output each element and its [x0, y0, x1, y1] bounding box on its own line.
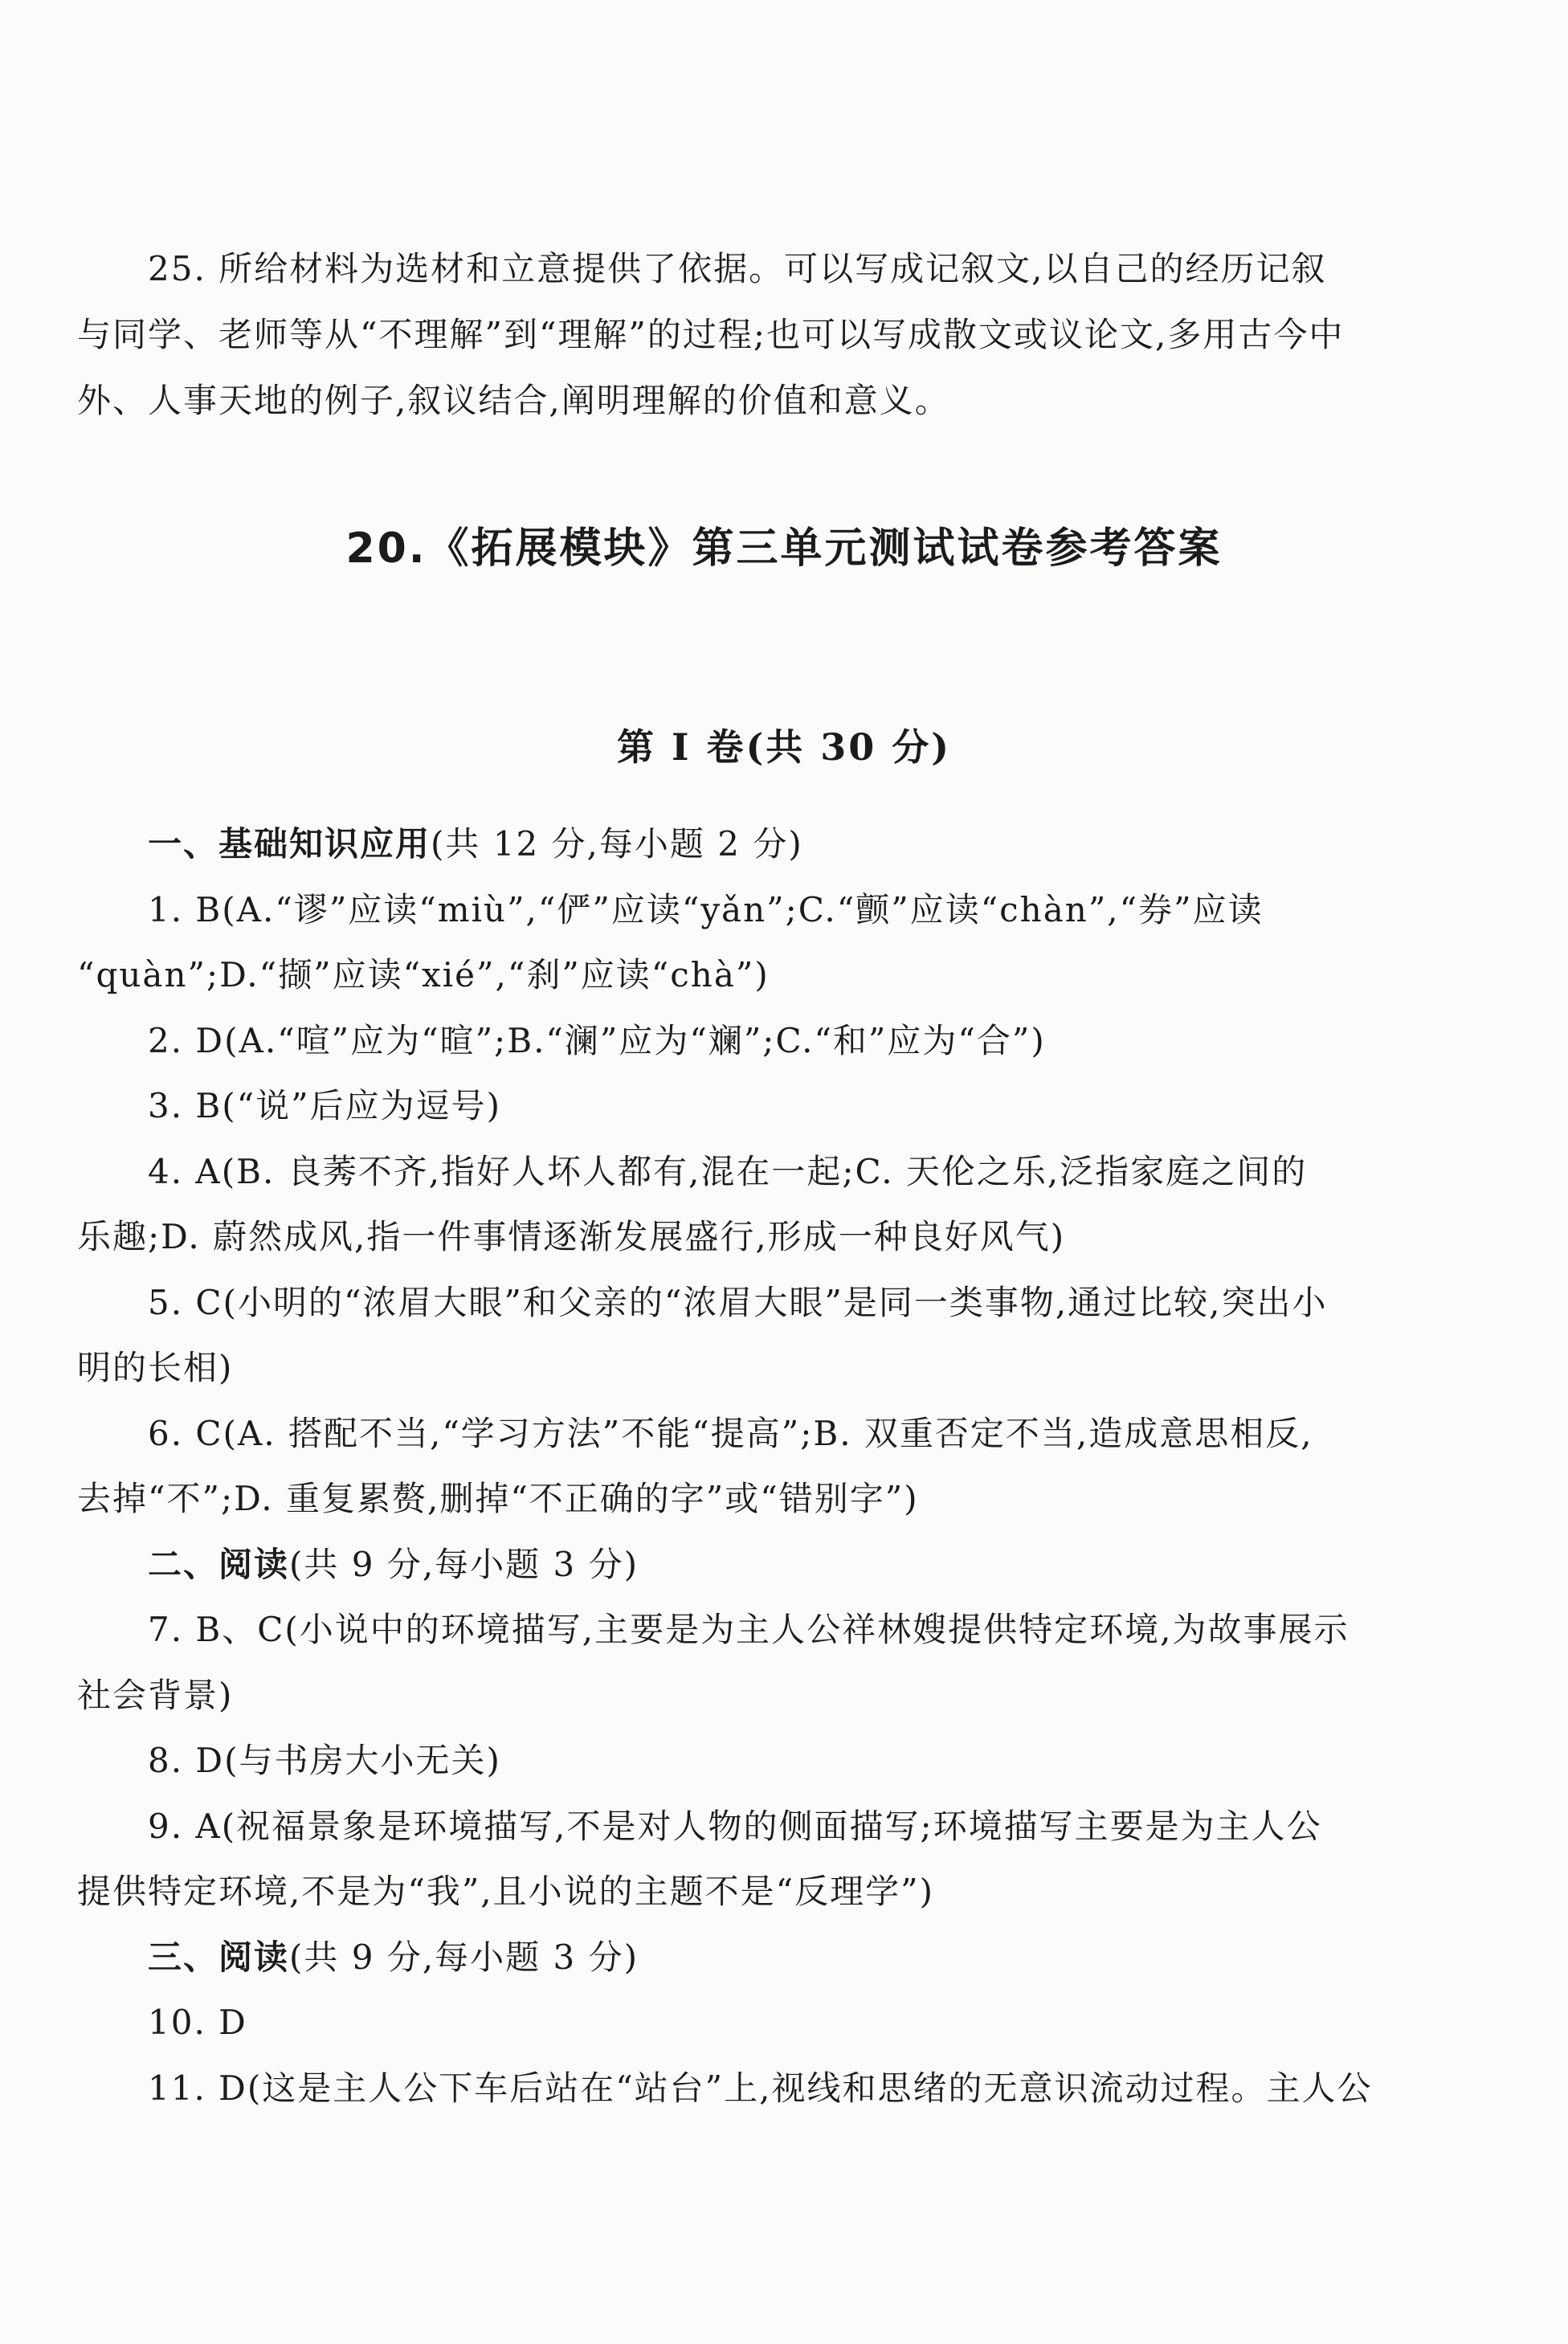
section-title: 二、阅读 — [148, 1544, 290, 1584]
answer-line: 乐趣;D. 蔚然成风,指一件事情逐渐发展盛行,形成一种良好风气) — [77, 1217, 1066, 1256]
section-heading — [77, 811, 1443, 877]
section-note: (共 9 分,每小题 3 分) — [289, 1544, 639, 1584]
answer-line: 提供特定环境,不是为“我”,且小说的主题不是“反理学”) — [77, 1872, 934, 1911]
text-line: 与同学、老师等从“不理解”到“理解”的过程;也可以写成散文或议论文,多用古今中 — [77, 315, 1345, 354]
answer-line: 社会背景) — [77, 1675, 234, 1715]
answer-line: 10. D — [148, 2003, 247, 2042]
text-line: 外、人事天地的例子,叙议结合,阐明理解的价值和意义。 — [77, 381, 950, 420]
answer-line: 6. C(A. 搭配不当,“学习方法”不能“提高”;B. 双重否定不当,造成意思相反, — [148, 1413, 1313, 1453]
text-line: 25. 所给材料为选材和立意提供了依据。可以写成记叙文,以自己的经历记叙 — [148, 249, 1327, 288]
answer-line: 2. D(A.“喧”应为“暄”;B.“澜”应为“斓”;C.“和”应为“合”) — [148, 1020, 1046, 1060]
answer-line: “quàn”;D.“撷”应读“xié”,“刹”应读“chà”) — [77, 955, 770, 994]
answer-line: 明的长相) — [77, 1348, 234, 1387]
answer-line: 3. B(“说”后应为逗号) — [148, 1086, 502, 1125]
answer-line: 9. A(祝福景象是环境描写,不是对人物的侧面描写;环境描写主要是为主人公 — [148, 1806, 1322, 1846]
section-note: (共 12 分,每小题 2 分) — [431, 824, 803, 864]
section-heading — [77, 1532, 1443, 1598]
intro-paragraph — [77, 236, 1443, 434]
answer-line: 8. D(与书房大小无关) — [148, 1741, 501, 1780]
answer-line: 5. C(小明的“浓眉大眼”和父亲的“浓眉大眼”是同一类事物,通过比较,突出小 — [148, 1282, 1328, 1322]
section-note: (共 9 分,每小题 3 分) — [289, 1937, 639, 1977]
section-heading — [77, 1925, 1443, 1991]
answer-line: 11. D(这是主人公下车后站在“站台”上,视线和思绪的无意识流动过程。主人公 — [148, 2068, 1373, 2108]
answer-line: 去掉“不”;D. 重复累赘,删掉“不正确的字”或“错别字”) — [77, 1479, 919, 1518]
answer-line: 4. A(B. 良莠不齐,指好人坏人都有,混在一起;C. 天伦之乐,泛指家庭之间的 — [148, 1151, 1308, 1191]
answer-list — [77, 811, 1443, 2121]
answer-line: 1. B(A.“谬”应读“miù”,“俨”应读“yǎn”;C.“颤”应读“chàn”,“券”应读 — [148, 889, 1264, 929]
section-title: 一、基础知识应用 — [148, 824, 431, 864]
page-title: 20.《拓展模块》第三单元测试试卷参考答案 — [345, 525, 1223, 573]
section-title: 三、阅读 — [148, 1937, 290, 1977]
part-heading: 第 I 卷(共 30 分) — [616, 725, 952, 769]
answer-line: 7. B、C(小说中的环境描写,主要是为主人公祥林嫂提供特定环境,为故事展示 — [148, 1610, 1350, 1649]
